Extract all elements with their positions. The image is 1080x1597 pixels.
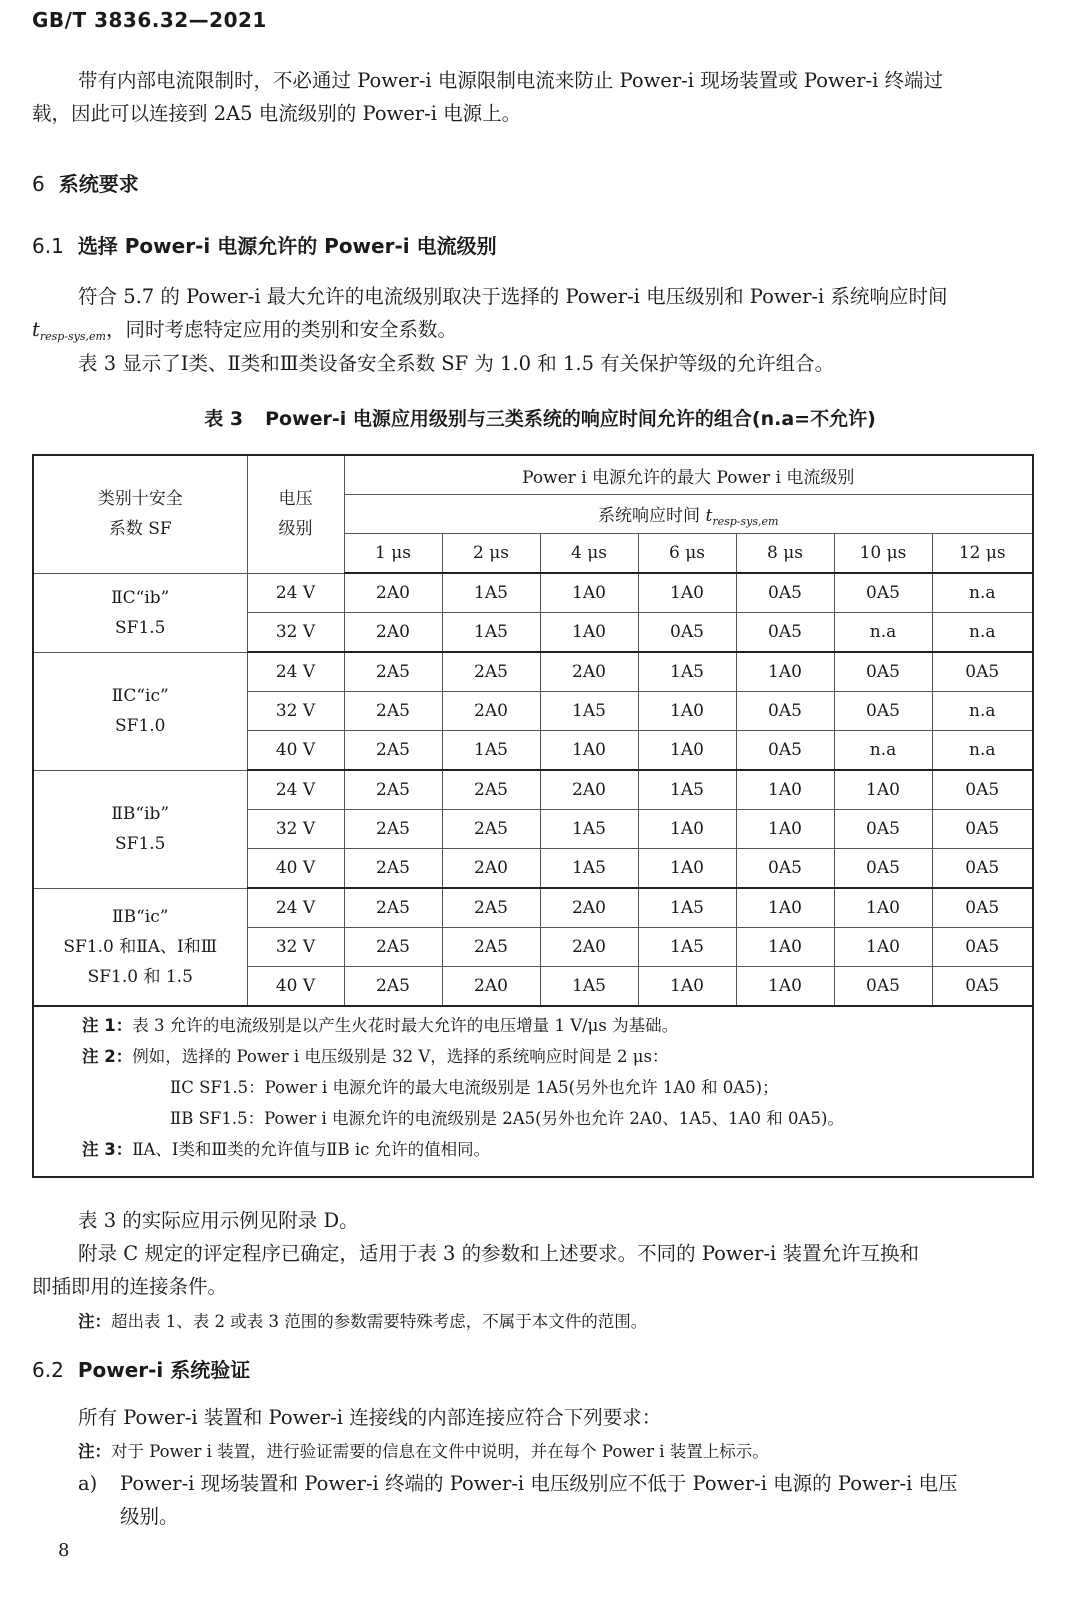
- value-cell: 2A0: [344, 613, 442, 653]
- table-3-title: [0, 404, 1080, 431]
- table-3-notes: [32, 1000, 1034, 1178]
- header-time: 12 μs: [932, 534, 1033, 574]
- value-cell: 1A5: [638, 928, 736, 967]
- value-cell: 1A0: [736, 888, 834, 928]
- header-response-time: [344, 495, 1033, 534]
- value-cell: 2A5: [344, 967, 442, 1007]
- note-text: ⅡA、Ⅰ类和Ⅲ类的允许值与ⅡB ic 允许的值相同。: [132, 1140, 491, 1159]
- header-category-line-1: 类别十安全: [97, 489, 183, 510]
- value-cell: 2A5: [442, 770, 540, 810]
- value-cell: 1A5: [540, 967, 638, 1007]
- category-line: SF1.0: [115, 716, 166, 736]
- intro-line-1: 带有内部电流限制时，不必通过 Power-i 电源限制电流来防止 Power-i 现场装置或 Power-i 终端过: [78, 69, 944, 92]
- intro-line-2: 载，因此可以连接到 2A5 电流级别的 Power-i 电源上。: [32, 102, 522, 125]
- value-cell: 1A5: [638, 888, 736, 928]
- value-cell: 1A0: [638, 810, 736, 849]
- section-title: 系统要求: [58, 172, 139, 196]
- value-cell: 2A5: [344, 731, 442, 771]
- value-cell: 0A5: [932, 770, 1033, 810]
- value-cell: 2A5: [344, 770, 442, 810]
- category-line: SF1.5: [115, 617, 166, 638]
- category-line: SF1.0 和ⅡA、Ⅰ和Ⅲ: [63, 936, 218, 957]
- value-cell: 1A0: [540, 731, 638, 771]
- category-line: ⅡB“ib”: [111, 804, 170, 824]
- header-response-time-symbol: t: [705, 505, 713, 526]
- value-cell: 2A5: [442, 928, 540, 967]
- value-cell: 0A5: [834, 652, 932, 692]
- table-row: [33, 573, 1033, 613]
- value-cell: 1A5: [540, 692, 638, 731]
- voltage-cell: 40 V: [247, 731, 344, 771]
- header-voltage-line-1: 电压: [278, 489, 313, 510]
- note-text: 表 3 允许的电流级别是以产生火花时最大允许的电压增量 1 V/μs 为基础。: [132, 1016, 679, 1035]
- header-voltage: [247, 455, 344, 573]
- section-title: 选择 Power-i 电源允许的 Power-i 电流级别: [77, 234, 497, 258]
- header-time: 6 μs: [638, 534, 736, 574]
- value-cell: 0A5: [932, 967, 1033, 1007]
- header-time: 8 μs: [736, 534, 834, 574]
- table-note-2-line-b: ⅡB SF1.5：Power i 电源允许的电流级别是 2A5(另外也允许 2A0、1A5、1A0 和 0A5)。: [170, 1109, 844, 1128]
- value-cell: 2A5: [344, 888, 442, 928]
- standard-code: GB/T 3836.32—2021: [32, 8, 267, 32]
- value-cell: 2A5: [442, 652, 540, 692]
- value-cell: 1A0: [736, 928, 834, 967]
- category-cell: [33, 652, 247, 770]
- value-cell: n.a: [932, 613, 1033, 653]
- section-6-2-note: [78, 1438, 1030, 1462]
- value-cell: 2A0: [540, 888, 638, 928]
- value-cell: 2A0: [344, 573, 442, 613]
- value-cell: 0A5: [638, 613, 736, 653]
- value-cell: 1A5: [638, 652, 736, 692]
- note-text: 对于 Power i 装置，进行验证需要的信息在文件中说明，并在每个 Power i 装置上标示。: [111, 1442, 769, 1461]
- value-cell: 0A5: [932, 652, 1033, 692]
- value-cell: n.a: [932, 573, 1033, 613]
- note-label: 注 1：: [82, 1016, 133, 1035]
- value-cell: 0A5: [736, 731, 834, 771]
- voltage-cell: 32 V: [247, 810, 344, 849]
- category-line: ⅡB“ic”: [112, 906, 169, 927]
- value-cell: 1A0: [638, 731, 736, 771]
- response-time-subscript: resp-sys,em: [39, 330, 106, 343]
- value-cell: 0A5: [834, 692, 932, 731]
- value-cell: 1A0: [736, 810, 834, 849]
- value-cell: 1A0: [834, 928, 932, 967]
- voltage-cell: 32 V: [247, 692, 344, 731]
- note-label: 注：: [78, 1312, 111, 1331]
- voltage-cell: 40 V: [247, 849, 344, 889]
- note-text: 例如，选择的 Power i 电压级别是 32 V，选择的系统响应时间是 2 μs：: [132, 1047, 669, 1066]
- section-number: 6.2: [32, 1358, 64, 1382]
- after-table-note: [78, 1308, 1030, 1332]
- note-text: 超出表 1、表 2 或表 3 范围的参数需要特殊考虑，不属于本文件的范围。: [111, 1312, 648, 1331]
- header-time: 1 μs: [344, 534, 442, 574]
- value-cell: 2A5: [344, 652, 442, 692]
- table-note-2: [82, 1041, 1032, 1072]
- value-cell: 2A0: [442, 967, 540, 1007]
- header-voltage-line-2: 级别: [278, 519, 313, 540]
- value-cell: 0A5: [834, 810, 932, 849]
- category-line: ⅡC“ib”: [111, 587, 170, 608]
- value-cell: 1A5: [540, 810, 638, 849]
- header-time: 10 μs: [834, 534, 932, 574]
- value-cell: n.a: [834, 731, 932, 771]
- voltage-cell: 24 V: [247, 770, 344, 810]
- header-time: 4 μs: [540, 534, 638, 574]
- table-row: [33, 770, 1033, 810]
- voltage-cell: 32 V: [247, 928, 344, 967]
- table-note-1: [82, 1010, 1032, 1041]
- value-cell: 2A0: [442, 849, 540, 889]
- after-table-para-2-line-2: 即插即用的连接条件。: [32, 1275, 228, 1298]
- value-cell: 2A0: [540, 652, 638, 692]
- header-response-time-subscript: resp-sys,em: [712, 514, 779, 528]
- table-row: [33, 888, 1033, 928]
- value-cell: 2A5: [344, 928, 442, 967]
- value-cell: 1A0: [736, 770, 834, 810]
- value-cell: 1A0: [834, 888, 932, 928]
- value-cell: 1A5: [442, 573, 540, 613]
- after-table-para-2-line-1: 附录 C 规定的评定程序已确定，适用于表 3 的参数和上述要求。不同的 Power-i 装置允许互换和: [78, 1242, 919, 1265]
- value-cell: 1A0: [540, 573, 638, 613]
- value-cell: 2A5: [344, 810, 442, 849]
- category-line: SF1.5: [115, 834, 166, 854]
- value-cell: 1A5: [638, 770, 736, 810]
- table-note-2-line-a: ⅡC SF1.5：Power i 电源允许的最大电流级别是 1A5(另外也允许 1A0 和 0A5)；: [170, 1078, 779, 1097]
- header-max-current: Power i 电源允许的最大 Power i 电流级别: [344, 455, 1033, 495]
- section-6-1-para-1-line-1: 符合 5.7 的 Power-i 最大允许的电流级别取决于选择的 Power-i 电压级别和 Power-i 系统响应时间: [78, 285, 948, 308]
- header-response-time-label: 系统响应时间: [598, 505, 701, 526]
- value-cell: 0A5: [736, 692, 834, 731]
- note-label: 注 3：: [82, 1140, 133, 1159]
- voltage-cell: 24 V: [247, 573, 344, 613]
- section-6-1-heading: [32, 230, 497, 259]
- value-cell: 0A5: [834, 849, 932, 889]
- header-time: 2 μs: [442, 534, 540, 574]
- category-cell: [33, 770, 247, 888]
- list-item-a-line-1: Power-i 现场装置和 Power-i 终端的 Power-i 电压级别应不低于 Power-i 电源的 Power-i 电压: [120, 1472, 958, 1495]
- table-caption: Power-i 电源应用级别与三类系统的响应时间允许的组合(n.a=不允许): [265, 408, 876, 430]
- voltage-cell: 32 V: [247, 613, 344, 653]
- after-table-para-1: 表 3 的实际应用示例见附录 D。: [78, 1209, 359, 1232]
- list-item-a-line-2: 级别。: [120, 1505, 179, 1528]
- page-number: 8: [58, 1540, 70, 1561]
- category-cell: [33, 573, 247, 652]
- value-cell: 0A5: [932, 810, 1033, 849]
- value-cell: 0A5: [736, 573, 834, 613]
- value-cell: 0A5: [736, 613, 834, 653]
- header-category-line-2: 系数 SF: [108, 519, 172, 540]
- value-cell: 1A0: [638, 849, 736, 889]
- section-number: 6: [32, 172, 45, 196]
- category-cell: [33, 888, 247, 1006]
- value-cell: 1A0: [736, 967, 834, 1007]
- line-text: ，同时考虑特定应用的类别和安全系数。: [105, 318, 457, 341]
- value-cell: 1A0: [736, 652, 834, 692]
- list-marker-a: a): [78, 1472, 98, 1495]
- value-cell: n.a: [932, 692, 1033, 731]
- table-row: [33, 652, 1033, 692]
- value-cell: 0A5: [834, 573, 932, 613]
- value-cell: 2A0: [442, 692, 540, 731]
- value-cell: 2A5: [344, 849, 442, 889]
- value-cell: 1A0: [638, 692, 736, 731]
- voltage-cell: 24 V: [247, 888, 344, 928]
- value-cell: 0A5: [932, 849, 1033, 889]
- voltage-cell: 24 V: [247, 652, 344, 692]
- value-cell: 1A0: [834, 770, 932, 810]
- note-label: 注 2：: [82, 1047, 133, 1066]
- value-cell: 1A5: [442, 731, 540, 771]
- header-category: [33, 455, 247, 573]
- section-6-heading: [32, 168, 139, 197]
- section-6-2-para-1: 所有 Power-i 装置和 Power-i 连接线的内部连接应符合下列要求：: [78, 1406, 662, 1429]
- category-line: ⅡC“ic”: [111, 686, 169, 706]
- note-label: 注：: [78, 1442, 111, 1461]
- category-line: SF1.0 和 1.5: [87, 966, 193, 987]
- value-cell: 2A5: [344, 692, 442, 731]
- value-cell: 1A0: [540, 613, 638, 653]
- value-cell: 1A5: [442, 613, 540, 653]
- section-6-2-heading: [32, 1354, 250, 1383]
- value-cell: 0A5: [736, 849, 834, 889]
- section-6-1-para-2: 表 3 显示了Ⅰ类、Ⅱ类和Ⅲ类设备安全系数 SF 为 1.0 和 1.5 有关保护等级的允许组合。: [78, 352, 835, 375]
- value-cell: 2A0: [540, 928, 638, 967]
- value-cell: 1A0: [638, 967, 736, 1007]
- table-label: 表 3: [204, 408, 244, 430]
- value-cell: n.a: [834, 613, 932, 653]
- value-cell: 0A5: [932, 888, 1033, 928]
- voltage-cell: 40 V: [247, 967, 344, 1007]
- value-cell: 1A5: [540, 849, 638, 889]
- value-cell: 2A5: [442, 888, 540, 928]
- value-cell: 2A0: [540, 770, 638, 810]
- table-note-3: [82, 1134, 1032, 1165]
- section-title: Power-i 系统验证: [77, 1358, 251, 1382]
- value-cell: n.a: [932, 731, 1033, 771]
- value-cell: 0A5: [932, 928, 1033, 967]
- value-cell: 2A5: [442, 810, 540, 849]
- response-time-symbol: t: [32, 318, 40, 341]
- value-cell: 0A5: [834, 967, 932, 1007]
- value-cell: 1A0: [638, 573, 736, 613]
- section-number: 6.1: [32, 234, 64, 258]
- table-3: [32, 454, 1034, 1007]
